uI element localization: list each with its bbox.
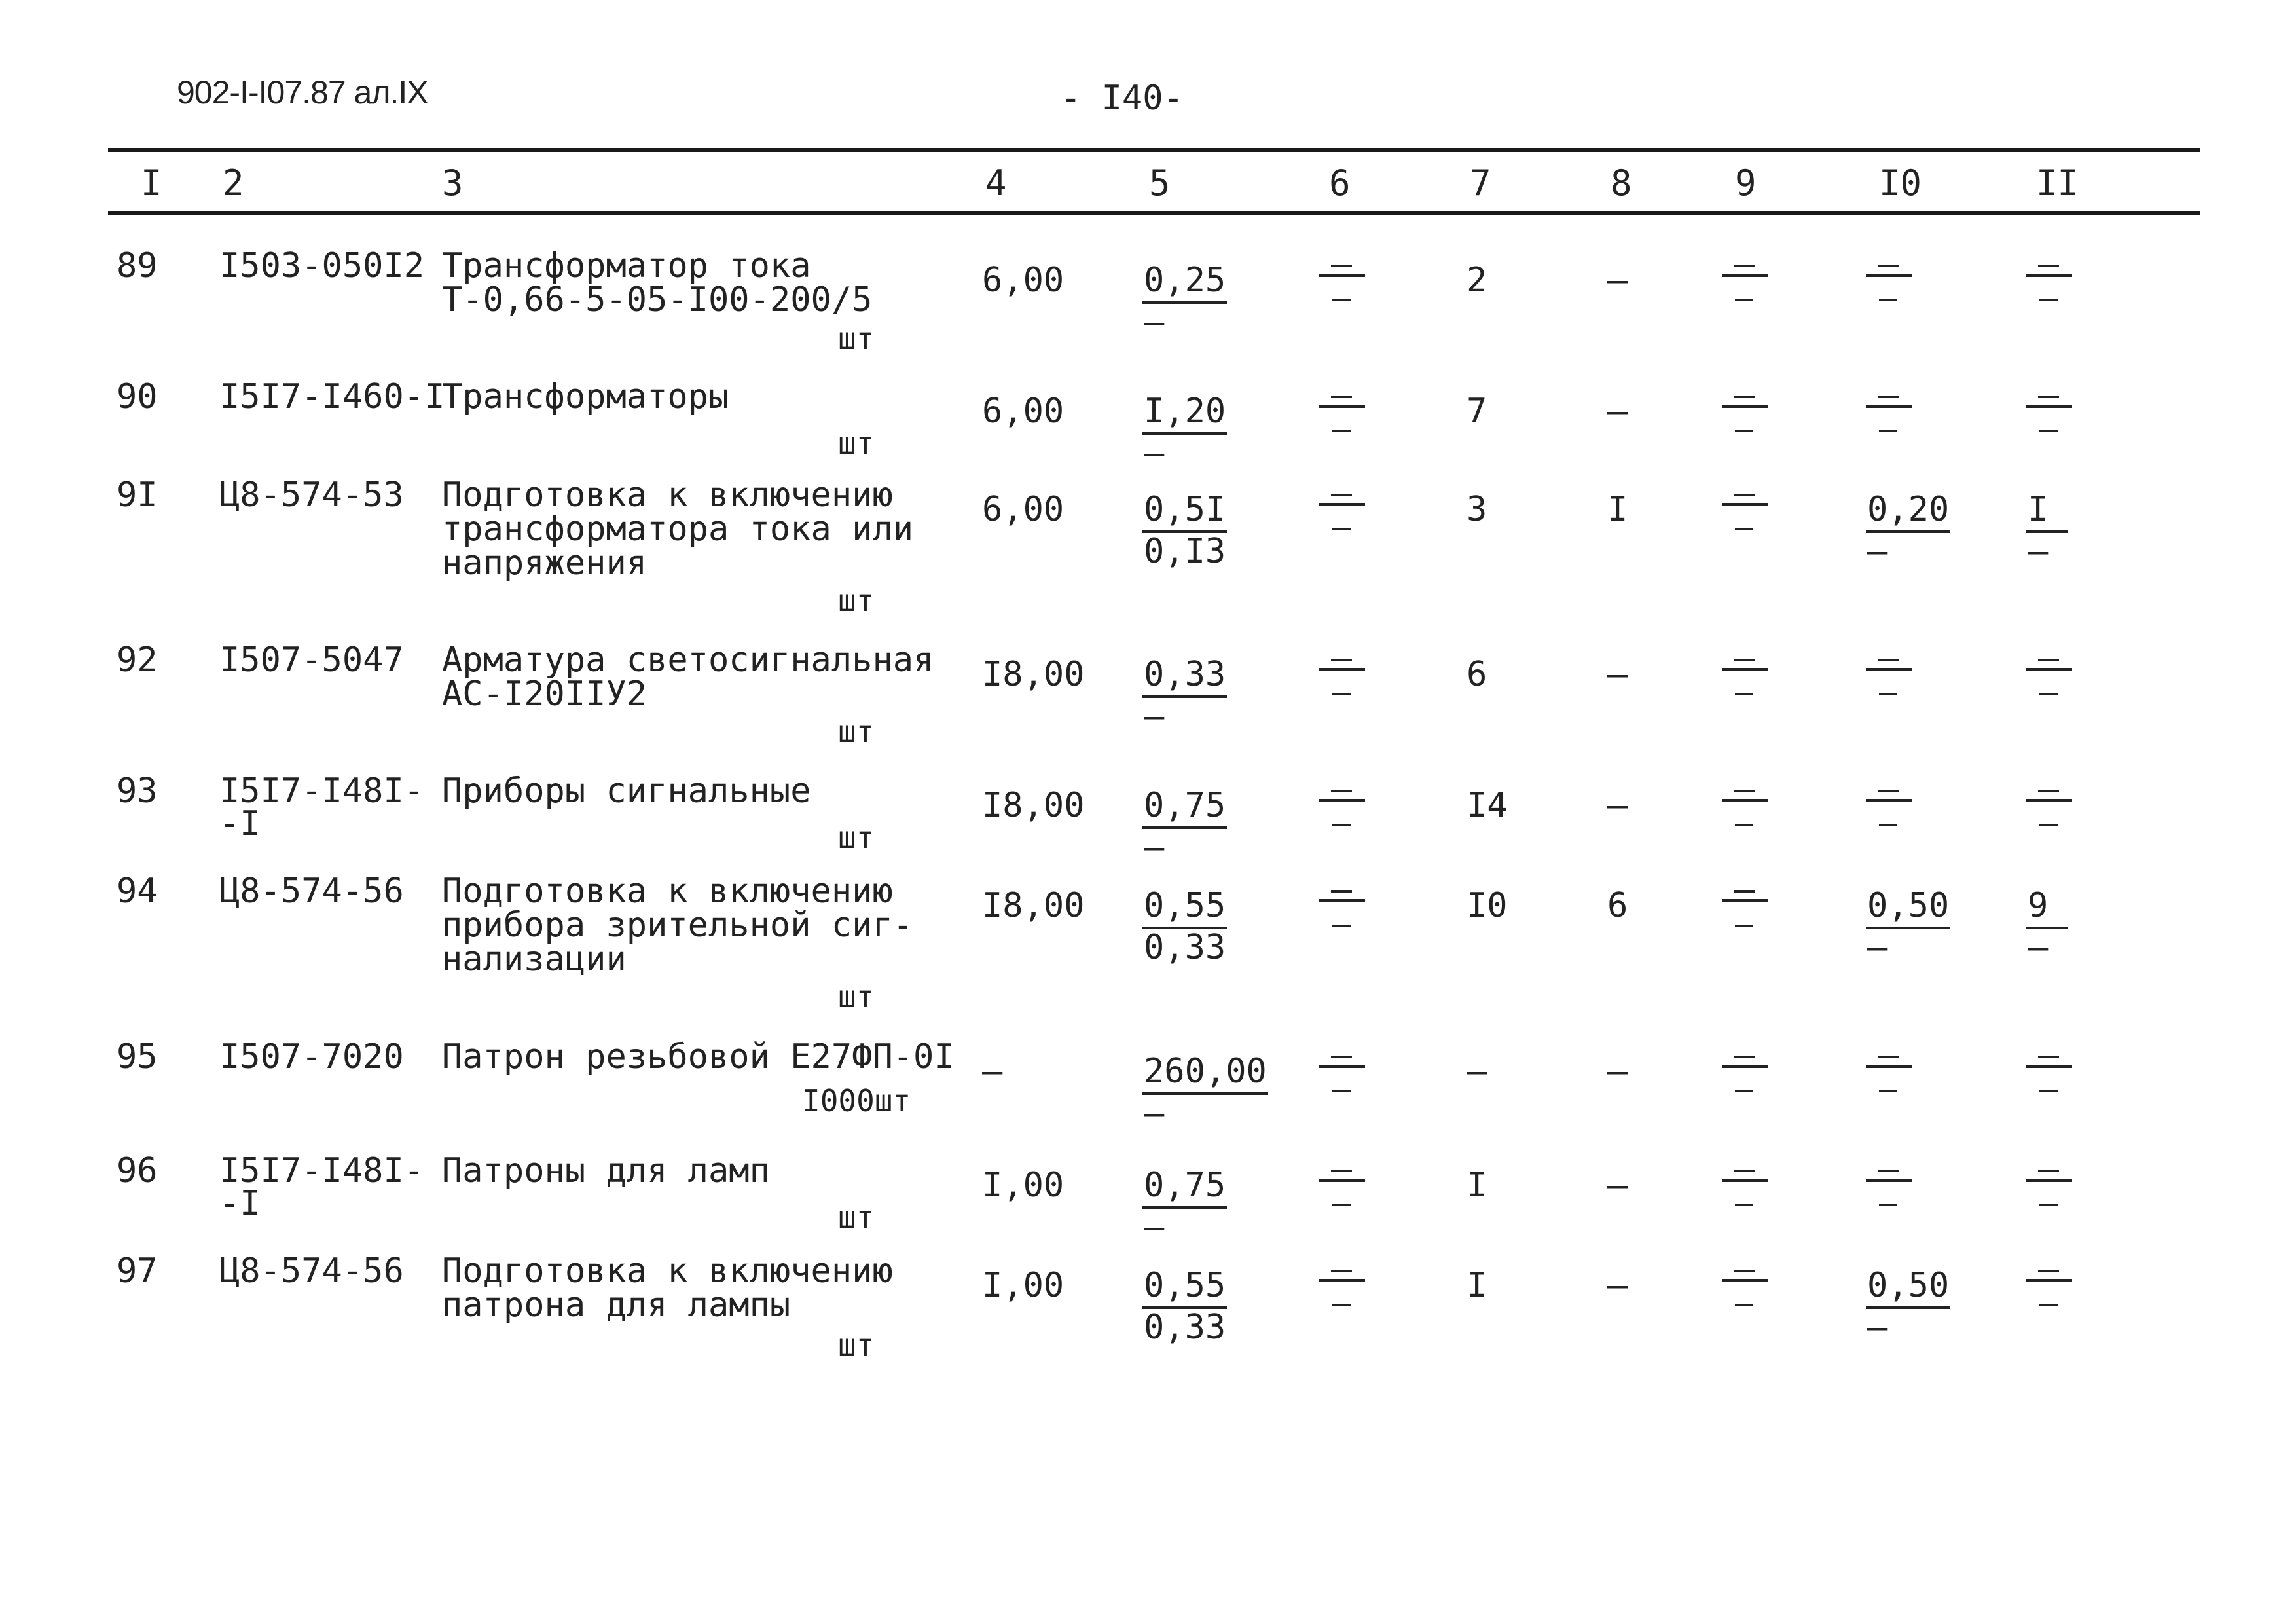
column-8-value: – [1607,1166,1628,1205]
column-10-fraction [1866,887,1950,966]
cost-fraction [1142,262,1227,341]
column-8-value: – [1607,655,1628,694]
quantity-value: – [982,1052,1003,1091]
resource-code: I507-5047 [219,640,404,680]
cost-fraction-denominator: 0,33 [1144,1308,1226,1347]
cost-fraction [1142,787,1227,866]
column-11-dash [2026,1154,2072,1206]
quantity-value: I8,00 [982,886,1085,925]
column-11-fraction [2026,491,2068,570]
column-header-4: 4 [985,162,1007,204]
resource-code: -I [219,804,261,843]
column-10-fraction-denominator: – [1867,532,1888,571]
header-bottom-rule [108,211,2200,215]
column-10-dash [1866,643,1912,695]
item-name [442,1037,955,1077]
column-8-value: I [1607,490,1628,529]
row-number: 9I [117,475,158,515]
item-name-line: нализации [442,940,627,979]
cost-fraction [1142,887,1227,966]
item-name [442,377,729,416]
column-7-value: I [1467,1166,1487,1205]
column-header-11: II [2036,162,2079,204]
column-7-value: 7 [1467,392,1487,431]
column-6-dash [1319,1040,1365,1092]
column-header-3: 3 [442,162,464,204]
row-number: 97 [117,1251,158,1291]
column-8-value: – [1607,261,1628,300]
unit-of-measure: шт [838,321,875,356]
column-10-fraction-numerator: 0,20 [1866,491,1950,533]
column-6-dash [1319,774,1365,826]
item-name-line: Трансформатор тока [442,246,811,286]
column-header-1: I [141,162,162,204]
column-8-value: – [1607,1052,1628,1091]
column-10-dash [1866,774,1912,826]
item-name [442,640,934,714]
column-10-dash [1866,1154,1912,1206]
quantity-value: I,00 [982,1266,1065,1305]
resource-code: I5I7-I48I- [219,1151,425,1190]
column-header-5: 5 [1149,162,1171,204]
cost-fraction-numerator: 0,25 [1142,262,1227,304]
column-header-7: 7 [1470,162,1491,204]
resource-code: -I [219,1184,261,1223]
column-9-dash [1722,1040,1768,1092]
resource-code: I5I7-I460-I [219,377,445,416]
cost-fraction-denominator: 0,I3 [1144,532,1226,571]
cost-fraction [1142,393,1227,471]
item-name-line: Приборы сигнальные [442,771,811,811]
item-name-line: напряжения [442,544,647,583]
item-name-line: Подготовка к включению [442,1251,893,1291]
column-11-fraction-denominator: – [2028,928,2049,967]
column-10-fraction-denominator: – [1867,1308,1888,1347]
column-6-dash [1319,478,1365,530]
item-name [442,246,873,320]
row-number: 96 [117,1151,158,1190]
column-9-dash [1722,774,1768,826]
column-11-fraction-numerator: I [2026,491,2068,533]
column-header-2: 2 [223,162,244,204]
cost-fraction-denominator: 0,33 [1144,928,1226,967]
column-9-dash [1722,874,1768,927]
column-10-fraction-numerator: 0,50 [1866,1267,1950,1309]
cost-fraction-numerator: 0,75 [1142,787,1227,829]
cost-fraction-denominator: – [1144,697,1165,736]
column-11-fraction [2026,887,2068,966]
cost-fraction-numerator: I,20 [1142,393,1227,435]
item-name-line: Подготовка к включению [442,475,893,515]
cost-fraction-numerator: 0,55 [1142,887,1227,929]
column-11-dash [2026,643,2072,695]
quantity-value: I8,00 [982,786,1085,825]
column-9-dash [1722,1254,1768,1306]
item-name [442,771,811,811]
item-name-line: трансформатора тока или [442,509,914,549]
resource-code: I503-050I2 [219,246,425,286]
column-header-6: 6 [1329,162,1351,204]
cost-fraction [1142,1053,1268,1132]
item-name [442,1151,770,1190]
item-name-line: Трансформаторы [442,377,729,416]
column-10-fraction-numerator: 0,50 [1866,887,1950,929]
column-11-dash [2026,1040,2072,1092]
cost-fraction [1142,1267,1227,1346]
column-7-value: I [1467,1266,1487,1305]
quantity-value: 6,00 [982,392,1065,431]
column-6-dash [1319,643,1365,695]
unit-of-measure: шт [838,820,875,855]
cost-fraction-denominator: – [1144,1208,1165,1247]
column-11-fraction-denominator: – [2028,532,2049,571]
column-10-fraction-denominator: – [1867,928,1888,967]
column-6-dash [1319,380,1365,432]
column-10-dash [1866,249,1912,301]
cost-fraction-numerator: 0,55 [1142,1267,1227,1309]
column-8-value: 6 [1607,886,1628,925]
item-name-line: Патроны для ламп [442,1151,770,1190]
column-7-value: 3 [1467,490,1487,529]
column-11-dash [2026,380,2072,432]
column-10-dash [1866,1040,1912,1092]
column-6-dash [1319,874,1365,927]
column-11-dash [2026,1254,2072,1306]
column-11-dash [2026,774,2072,826]
item-name-line: АС-I20IIУ2 [442,674,647,714]
unit-of-measure: шт [838,979,875,1014]
column-9-dash [1722,643,1768,695]
item-name-line: Патрон резьбовой Е27ФП-0I [442,1037,955,1077]
column-9-dash [1722,380,1768,432]
column-11-dash [2026,249,2072,301]
cost-fraction-numerator: 0,33 [1142,656,1227,698]
cost-fraction [1142,1167,1227,1246]
column-header-8: 8 [1611,162,1632,204]
row-number: 90 [117,377,158,416]
cost-fraction-denominator: – [1144,434,1165,473]
item-name-line: Т-0,66-5-05-I00-200/5 [442,280,873,320]
unit-of-measure: шт [838,583,875,618]
item-name-line: Арматура светосигнальная [442,640,934,680]
column-6-dash [1319,1254,1365,1306]
quantity-value: I,00 [982,1166,1065,1205]
column-9-dash [1722,478,1768,530]
column-8-value: – [1607,1266,1628,1305]
cost-fraction-denominator: – [1144,1094,1165,1133]
resource-code: I5I7-I48I- [219,771,425,811]
row-number: 93 [117,771,158,811]
column-7-value: I4 [1467,786,1508,825]
cost-fraction-denominator: – [1144,828,1165,867]
unit-of-measure: шт [838,714,875,749]
unit-of-measure: шт [838,1200,875,1235]
cost-fraction-numerator: 260,00 [1142,1053,1268,1095]
unit-of-measure: шт [838,1327,875,1363]
resource-code: Ц8-574-56 [219,1251,404,1291]
column-7-value: I0 [1467,886,1508,925]
row-number: 92 [117,640,158,680]
cost-fraction-numerator: 0,5I [1142,491,1227,533]
resource-code: Ц8-574-53 [219,475,404,515]
column-6-dash [1319,1154,1365,1206]
column-10-dash [1866,380,1912,432]
column-8-value: – [1607,392,1628,431]
resource-code: Ц8-574-56 [219,872,404,911]
column-9-dash [1722,1154,1768,1206]
column-7-value: 6 [1467,655,1487,694]
row-number: 89 [117,246,158,286]
unit-of-measure: I000шт [802,1083,911,1118]
column-11-fraction-numerator: 9 [2026,887,2068,929]
column-header-9: 9 [1735,162,1757,204]
cost-fraction-numerator: 0,75 [1142,1167,1227,1209]
quantity-value: 6,00 [982,490,1065,529]
document-code: 902-I-I07.87 ал.IX [177,74,428,111]
row-number: 95 [117,1037,158,1077]
table-top-rule [108,148,2200,152]
column-6-dash [1319,249,1365,301]
column-10-fraction [1866,491,1950,570]
column-header-10: I0 [1879,162,1922,204]
item-name [442,872,914,979]
item-name-line: патрона для лампы [442,1285,791,1325]
row-number: 94 [117,872,158,911]
unit-of-measure: шт [838,426,875,461]
item-name [442,1251,893,1325]
column-10-fraction [1866,1267,1950,1346]
column-7-value: 2 [1467,261,1487,300]
item-name-line: прибора зрительной сиг- [442,906,914,945]
cost-fraction-denominator: – [1144,303,1165,342]
item-name-line: Подготовка к включению [442,872,893,911]
cost-fraction [1142,491,1227,570]
quantity-value: 6,00 [982,261,1065,300]
resource-code: I507-7020 [219,1037,404,1077]
page-number: - I40- [1061,79,1184,118]
column-8-value: – [1607,786,1628,825]
column-7-value: – [1467,1052,1487,1091]
quantity-value: I8,00 [982,655,1085,694]
column-9-dash [1722,249,1768,301]
cost-fraction [1142,656,1227,735]
item-name [442,475,914,583]
table-column-header [0,162,2296,215]
